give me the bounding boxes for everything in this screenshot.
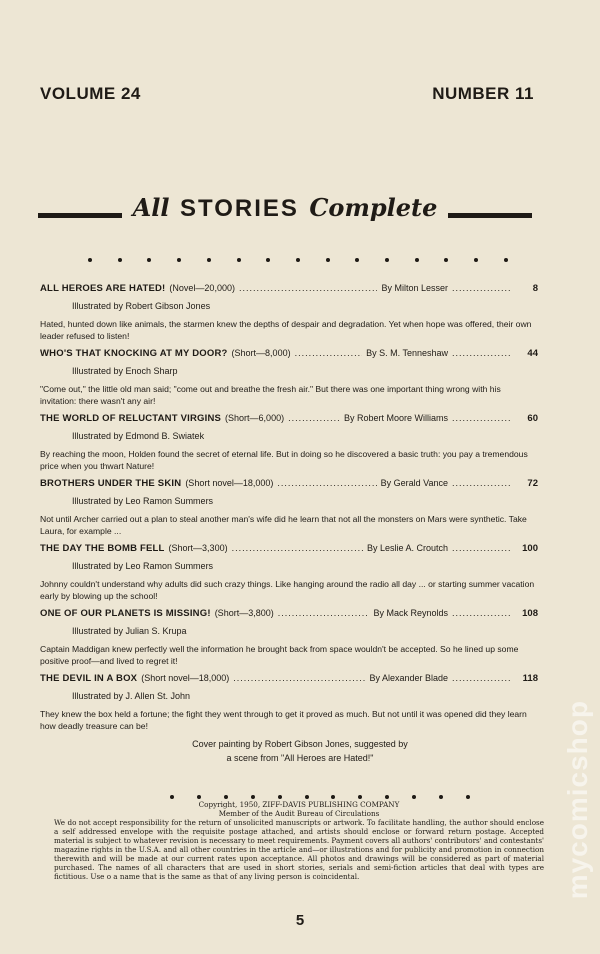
dot-leader	[452, 348, 512, 358]
toc-entry-heading	[40, 348, 538, 363]
dot-leader	[452, 608, 512, 618]
illustrator-credit: Illustrated by J. Allen St. John	[72, 691, 191, 701]
cover-credit	[120, 737, 480, 765]
dot-leader	[277, 478, 376, 488]
toc-entry-heading	[40, 283, 538, 298]
dot-leader	[452, 543, 512, 553]
story-blurb: Hated, hunted down like animals, the starmen knew the depths of despair and degradation. Yet when hope was offered, their own leader refused to listen!	[40, 319, 532, 341]
story-blurb: By reaching the moon, Holden found the secret of eternal life. But in doing so he discovered a basic truth: you pay a tremendous price when you thwart Nature!	[40, 449, 528, 471]
cover-credit-line1: Cover painting by Robert Gibson Jones, suggested by	[192, 739, 408, 749]
dot-leader	[233, 673, 365, 683]
copyright-line: Copyright, 1950, ZIFF-DAVIS PUBLISHING COMPANY	[198, 800, 400, 809]
audit-bureau-line: Member of the Audit Bureau of Circulations	[218, 809, 380, 818]
dot-leader	[452, 673, 512, 683]
story-page: 60	[527, 413, 538, 424]
story-author: By Milton Lesser	[381, 283, 448, 293]
dot-leader	[452, 283, 512, 293]
story-page: 44	[527, 348, 538, 359]
toc-entry	[40, 608, 538, 667]
toc-entry-heading	[40, 608, 538, 623]
toc-entry	[40, 543, 538, 602]
toc-entry	[40, 283, 538, 342]
story-title: ONE OF OUR PLANETS IS MISSING!	[40, 608, 211, 619]
illustrator-credit: Illustrated by Enoch Sharp	[72, 366, 178, 376]
cover-credit-line2: a scene from "All Heroes are Hated!"	[226, 753, 374, 763]
toc-entry-heading	[40, 478, 538, 493]
illustrator-credit: Illustrated by Leo Ramon Summers	[72, 496, 214, 506]
volume-label: VOLUME 24	[40, 84, 141, 103]
story-title: THE WORLD OF RELUCTANT VIRGINS	[40, 413, 222, 424]
banner-stories: STORIES	[179, 195, 299, 222]
story-author: By Robert Moore Williams	[343, 413, 448, 423]
story-page: 118	[522, 673, 538, 684]
story-blurb: Johnny couldn't understand why adults did such crazy things. Like hanging around the radio all day ... or starting summer vacation early by blowing up the school!	[40, 579, 535, 601]
table-of-contents	[40, 283, 538, 738]
illustrator-credit: Illustrated by Julian S. Krupa	[72, 626, 187, 636]
story-author: By S. M. Tenneshaw	[366, 348, 448, 358]
toc-entry	[40, 413, 538, 472]
story-page: 100	[522, 543, 538, 554]
toc-entry	[40, 348, 538, 407]
banner-all: All	[132, 193, 170, 222]
story-length: (Short—3,300)	[168, 543, 228, 553]
toc-entry	[40, 673, 538, 732]
toc-entry-heading	[40, 543, 538, 558]
story-title: ALL HEROES ARE HATED!	[40, 283, 166, 294]
dot-leader	[452, 413, 512, 423]
story-title: THE DEVIL IN A BOX	[40, 673, 138, 684]
dot-leader	[452, 478, 512, 488]
dot-leader	[288, 413, 340, 423]
story-blurb: They knew the box held a fortune; the fight they went through to get it proved as much. But not until it was opened did they learn how deadly treasure can be!	[40, 709, 527, 731]
story-blurb: Not until Archer carried out a plan to steal another man's wife did he learn that not all the monsters on Mars were synthetic. Take Laura, for example ...	[40, 514, 527, 536]
toc-entry-heading	[40, 413, 538, 428]
story-length: (Short—8,000)	[231, 348, 291, 358]
story-author: By Mack Reynolds	[373, 608, 448, 618]
toc-entry	[40, 478, 538, 537]
story-author: By Gerald Vance	[380, 478, 448, 488]
page-number: 5	[295, 912, 305, 929]
story-length: (Short novel—18,000)	[185, 478, 274, 488]
story-length: (Short novel—18,000)	[141, 673, 230, 683]
dot-leader	[232, 543, 363, 553]
story-author: By Alexander Blade	[369, 673, 448, 683]
copyright-body: We do not accept responsibility for the return of unsolicited manuscripts or artwork. To facilitate handling, the author should enclose a self addressed envelope with the requisite postage attached, and artists should enclose or forward return postage. Accepted material is subject to whatever revision is necessary to meet requirements. Payment covers all authors' contributors' and contestants' magazine rights in the U.S.A. and all other countries in the article and—or illustrations and for publicity and promotion in connection therewith and will be made at our current rates upon acceptance. All photos and drawings will be considered as part of material purchased. The names of all characters that are used in short stories, serials and semi-fiction articles that deal with types are fictitious. Use o a name that is the same as that of any living person is coincidental.	[54, 818, 544, 881]
dot-leader	[295, 348, 363, 358]
banner-complete: Complete	[309, 193, 438, 222]
illustrator-credit: Illustrated by Leo Ramon Summers	[72, 561, 214, 571]
banner-rule-right	[448, 213, 532, 218]
story-author: By Leslie A. Croutch	[366, 543, 448, 553]
story-length: (Short—3,800)	[214, 608, 274, 618]
story-title: BROTHERS UNDER THE SKIN	[40, 478, 182, 489]
story-page: 72	[527, 478, 538, 489]
banner-text	[130, 193, 440, 223]
all-stories-complete-banner	[38, 193, 532, 233]
story-title: THE DAY THE BOMB FELL	[40, 543, 165, 554]
story-length: (Short—6,000)	[225, 413, 285, 423]
toc-entry-heading	[40, 673, 538, 688]
illustrator-credit: Illustrated by Robert Gibson Jones	[72, 301, 211, 311]
copyright-notice	[54, 800, 544, 881]
decorative-dot-row-bottom	[170, 795, 470, 799]
story-length: (Novel—20,000)	[169, 283, 235, 293]
dot-leader	[239, 283, 378, 293]
story-page: 108	[522, 608, 538, 619]
watermark: mycomicshop	[562, 700, 593, 900]
banner-rule-left	[38, 213, 122, 218]
story-title: WHO'S THAT KNOCKING AT MY DOOR?	[40, 348, 228, 359]
decorative-dot-row-top	[88, 258, 508, 262]
story-blurb: Captain Maddigan knew perfectly well the information he brought back from space wouldn't be accepted. So he lined up some positive proof—and lived to regret it!	[40, 644, 519, 666]
story-blurb: "Come out," the little old man said; "come out and breathe the fresh air." But there was one important thing wrong with his invitation: there wasn't any air!	[40, 384, 501, 406]
issue-number-label: NUMBER 11	[432, 84, 534, 103]
dot-leader	[278, 608, 370, 618]
story-page: 8	[532, 283, 538, 294]
illustrator-credit: Illustrated by Edmond B. Swiatek	[72, 431, 205, 441]
